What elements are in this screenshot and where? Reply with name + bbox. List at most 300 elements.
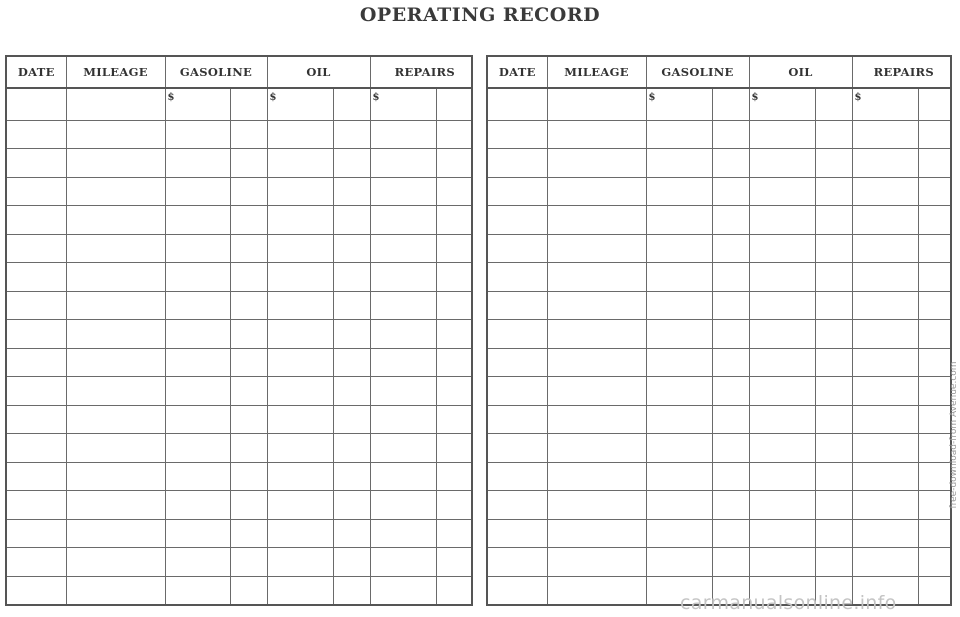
cell-oil-amount[interactable] xyxy=(749,234,815,263)
cell-date[interactable] xyxy=(6,348,66,377)
cell-gasoline-amount[interactable] xyxy=(646,320,712,349)
cell-oil-amount[interactable] xyxy=(267,291,333,320)
cell-repairs-amount[interactable] xyxy=(852,263,918,292)
cell-date[interactable] xyxy=(6,548,66,577)
cell-date[interactable] xyxy=(487,491,547,520)
cell-oil-cents[interactable] xyxy=(815,234,852,263)
cell-oil-amount[interactable] xyxy=(749,491,815,520)
cell-gasoline-cents[interactable] xyxy=(712,548,749,577)
cell-gasoline-cents[interactable] xyxy=(712,88,749,120)
cell-oil-amount[interactable] xyxy=(749,434,815,463)
cell-gasoline-cents[interactable] xyxy=(712,405,749,434)
cell-mileage[interactable] xyxy=(66,234,165,263)
cell-date[interactable] xyxy=(487,576,547,605)
cell-oil-amount[interactable] xyxy=(749,548,815,577)
cell-gasoline-amount[interactable] xyxy=(646,263,712,292)
cell-gasoline-amount[interactable] xyxy=(646,377,712,406)
cell-mileage[interactable] xyxy=(547,491,646,520)
cell-repairs-cents[interactable] xyxy=(918,291,951,320)
cell-oil-cents[interactable] xyxy=(815,405,852,434)
cell-gasoline-cents[interactable] xyxy=(230,519,267,548)
cell-oil-amount[interactable] xyxy=(749,405,815,434)
cell-mileage[interactable] xyxy=(547,462,646,491)
cell-oil-amount[interactable] xyxy=(749,291,815,320)
cell-date[interactable] xyxy=(6,576,66,605)
cell-oil-cents[interactable] xyxy=(333,405,370,434)
cell-gasoline-cents[interactable] xyxy=(230,206,267,235)
cell-gasoline-amount[interactable] xyxy=(165,320,230,349)
cell-repairs-amount[interactable]: $ xyxy=(370,88,436,120)
cell-repairs-amount[interactable] xyxy=(370,462,436,491)
header-row xyxy=(487,56,951,88)
cell-mileage[interactable] xyxy=(66,206,165,235)
cell-repairs-cents[interactable] xyxy=(436,234,472,263)
cell-date[interactable] xyxy=(487,462,547,491)
cell-repairs-amount[interactable] xyxy=(852,291,918,320)
cell-gasoline-amount[interactable] xyxy=(165,206,230,235)
cell-mileage[interactable] xyxy=(66,263,165,292)
cell-gasoline-cents[interactable] xyxy=(712,519,749,548)
cell-repairs-amount[interactable] xyxy=(370,348,436,377)
cell-date[interactable] xyxy=(6,177,66,206)
cell-repairs-cents[interactable] xyxy=(436,88,472,120)
cell-repairs-amount[interactable] xyxy=(370,405,436,434)
cell-oil-cents[interactable] xyxy=(333,177,370,206)
cell-repairs-cents[interactable] xyxy=(436,491,472,520)
cell-oil-amount[interactable] xyxy=(267,320,333,349)
cell-repairs-cents[interactable] xyxy=(436,519,472,548)
cell-oil-amount[interactable] xyxy=(749,519,815,548)
table-row xyxy=(487,88,951,120)
cell-repairs-cents[interactable] xyxy=(436,149,472,178)
cell-repairs-cents[interactable] xyxy=(918,576,951,605)
cell-oil-amount[interactable] xyxy=(749,377,815,406)
cell-oil-amount[interactable] xyxy=(267,462,333,491)
cell-repairs-amount[interactable] xyxy=(370,548,436,577)
table-row xyxy=(487,377,951,406)
cell-repairs-amount[interactable] xyxy=(852,548,918,577)
cell-date[interactable] xyxy=(487,120,547,149)
cell-gasoline-cents[interactable] xyxy=(230,234,267,263)
cell-gasoline-amount[interactable] xyxy=(646,177,712,206)
col-header-date: DATE xyxy=(6,56,66,88)
cell-gasoline-amount[interactable] xyxy=(165,519,230,548)
cell-oil-cents[interactable] xyxy=(333,491,370,520)
cell-gasoline-cents[interactable] xyxy=(230,149,267,178)
cell-mileage[interactable] xyxy=(547,149,646,178)
cell-oil-cents[interactable] xyxy=(333,462,370,491)
cell-repairs-amount[interactable] xyxy=(370,377,436,406)
cell-gasoline-cents[interactable] xyxy=(712,263,749,292)
cell-oil-amount[interactable]: $ xyxy=(749,88,815,120)
cell-mileage[interactable] xyxy=(547,263,646,292)
cell-oil-amount[interactable] xyxy=(267,120,333,149)
cell-oil-cents[interactable] xyxy=(333,234,370,263)
cell-gasoline-cents[interactable] xyxy=(230,377,267,406)
cell-repairs-cents[interactable] xyxy=(436,263,472,292)
cell-gasoline-amount[interactable] xyxy=(165,291,230,320)
cell-mileage[interactable] xyxy=(66,320,165,349)
cell-mileage[interactable] xyxy=(66,291,165,320)
cell-repairs-cents[interactable] xyxy=(918,206,951,235)
cell-gasoline-amount[interactable] xyxy=(646,348,712,377)
cell-oil-amount[interactable] xyxy=(267,377,333,406)
cell-gasoline-amount[interactable] xyxy=(165,548,230,577)
cell-gasoline-cents[interactable] xyxy=(230,491,267,520)
cell-gasoline-cents[interactable] xyxy=(230,291,267,320)
cell-repairs-cents[interactable] xyxy=(436,291,472,320)
cell-gasoline-amount[interactable] xyxy=(646,519,712,548)
cell-repairs-amount[interactable] xyxy=(370,149,436,178)
cell-gasoline-amount[interactable] xyxy=(165,234,230,263)
cell-gasoline-cents[interactable] xyxy=(230,120,267,149)
cell-gasoline-cents[interactable] xyxy=(712,120,749,149)
cell-mileage[interactable] xyxy=(547,320,646,349)
cell-date[interactable] xyxy=(487,377,547,406)
cell-oil-amount[interactable] xyxy=(267,405,333,434)
cell-oil-amount[interactable] xyxy=(749,263,815,292)
cell-date[interactable] xyxy=(6,405,66,434)
col-header-gasoline: GASOLINE xyxy=(165,56,267,88)
cell-gasoline-cents[interactable] xyxy=(230,177,267,206)
cell-repairs-cents[interactable] xyxy=(436,576,472,605)
cell-gasoline-cents[interactable] xyxy=(230,88,267,120)
cell-gasoline-cents[interactable] xyxy=(712,491,749,520)
cell-gasoline-amount[interactable] xyxy=(165,348,230,377)
cell-date[interactable] xyxy=(6,320,66,349)
cell-date[interactable] xyxy=(487,519,547,548)
cell-gasoline-amount[interactable] xyxy=(646,206,712,235)
cell-mileage[interactable] xyxy=(547,348,646,377)
table-row xyxy=(6,377,472,406)
cell-gasoline-cents[interactable] xyxy=(230,434,267,463)
cell-date[interactable] xyxy=(487,348,547,377)
cell-mileage[interactable] xyxy=(66,519,165,548)
col-header-repairs: REPAIRS xyxy=(852,56,951,88)
cell-oil-cents[interactable] xyxy=(815,206,852,235)
cell-gasoline-amount[interactable]: $ xyxy=(165,88,230,120)
cell-date[interactable] xyxy=(487,434,547,463)
cell-mileage[interactable] xyxy=(66,462,165,491)
cell-repairs-amount[interactable] xyxy=(852,462,918,491)
cell-oil-cents[interactable] xyxy=(333,548,370,577)
cell-oil-amount[interactable] xyxy=(267,177,333,206)
cell-repairs-amount[interactable] xyxy=(852,149,918,178)
cell-oil-cents[interactable] xyxy=(815,291,852,320)
cell-oil-amount[interactable] xyxy=(749,320,815,349)
cell-date[interactable] xyxy=(487,548,547,577)
cell-repairs-cents[interactable] xyxy=(436,348,472,377)
table-row xyxy=(6,177,472,206)
cell-oil-amount[interactable] xyxy=(749,120,815,149)
cell-oil-cents[interactable] xyxy=(815,434,852,463)
cell-repairs-cents[interactable] xyxy=(436,548,472,577)
cell-repairs-amount[interactable] xyxy=(852,491,918,520)
cell-date[interactable] xyxy=(6,149,66,178)
cell-repairs-cents[interactable] xyxy=(436,177,472,206)
cell-oil-cents[interactable] xyxy=(815,377,852,406)
cell-mileage[interactable] xyxy=(66,88,165,120)
cell-oil-amount[interactable] xyxy=(749,462,815,491)
cell-repairs-amount[interactable] xyxy=(370,434,436,463)
cell-date[interactable] xyxy=(6,434,66,463)
cell-oil-cents[interactable] xyxy=(815,120,852,149)
cell-gasoline-cents[interactable] xyxy=(230,462,267,491)
cell-oil-cents[interactable] xyxy=(815,491,852,520)
cell-oil-amount[interactable] xyxy=(749,177,815,206)
cell-repairs-cents[interactable] xyxy=(918,88,951,120)
cell-oil-cents[interactable] xyxy=(333,263,370,292)
cell-gasoline-amount[interactable] xyxy=(165,177,230,206)
cell-date[interactable] xyxy=(487,206,547,235)
table-row xyxy=(6,120,472,149)
cell-oil-amount[interactable] xyxy=(267,548,333,577)
cell-date[interactable] xyxy=(6,234,66,263)
cell-date[interactable] xyxy=(487,320,547,349)
cell-date[interactable] xyxy=(487,234,547,263)
cell-gasoline-amount[interactable] xyxy=(646,405,712,434)
cell-gasoline-cents[interactable] xyxy=(230,263,267,292)
cell-mileage[interactable] xyxy=(547,88,646,120)
cell-date[interactable] xyxy=(487,88,547,120)
cell-mileage[interactable] xyxy=(547,177,646,206)
cell-repairs-cents[interactable] xyxy=(436,462,472,491)
table-row xyxy=(6,88,472,120)
cell-mileage[interactable] xyxy=(547,519,646,548)
cell-oil-amount[interactable] xyxy=(749,206,815,235)
cell-repairs-amount[interactable] xyxy=(370,234,436,263)
cell-mileage[interactable] xyxy=(66,491,165,520)
cell-oil-cents[interactable] xyxy=(333,149,370,178)
cell-mileage[interactable] xyxy=(547,548,646,577)
table-row xyxy=(487,491,951,520)
cell-repairs-amount[interactable] xyxy=(852,320,918,349)
cell-mileage[interactable] xyxy=(66,177,165,206)
cell-gasoline-amount[interactable] xyxy=(646,234,712,263)
cell-gasoline-amount[interactable] xyxy=(646,462,712,491)
table-row xyxy=(487,263,951,292)
cell-repairs-amount[interactable] xyxy=(852,519,918,548)
cell-mileage[interactable] xyxy=(547,377,646,406)
cell-date[interactable] xyxy=(487,405,547,434)
cell-date[interactable] xyxy=(487,149,547,178)
cell-oil-amount[interactable]: $ xyxy=(267,88,333,120)
cell-oil-cents[interactable] xyxy=(815,462,852,491)
cell-repairs-cents[interactable] xyxy=(918,548,951,577)
cell-oil-cents[interactable] xyxy=(333,434,370,463)
cell-repairs-amount[interactable] xyxy=(852,405,918,434)
cell-mileage[interactable] xyxy=(66,405,165,434)
cell-gasoline-cents[interactable] xyxy=(712,320,749,349)
cell-gasoline-cents[interactable] xyxy=(230,576,267,605)
cell-oil-amount[interactable] xyxy=(267,348,333,377)
cell-repairs-cents[interactable] xyxy=(436,120,472,149)
cell-oil-cents[interactable] xyxy=(815,348,852,377)
cell-mileage[interactable] xyxy=(66,348,165,377)
cell-gasoline-cents[interactable] xyxy=(230,348,267,377)
cell-oil-cents[interactable] xyxy=(815,548,852,577)
cell-gasoline-cents[interactable] xyxy=(712,291,749,320)
cell-oil-cents[interactable] xyxy=(333,519,370,548)
cell-oil-amount[interactable] xyxy=(267,434,333,463)
cell-oil-cents[interactable] xyxy=(815,263,852,292)
cell-mileage[interactable] xyxy=(547,576,646,605)
cell-gasoline-cents[interactable] xyxy=(712,206,749,235)
cell-oil-amount[interactable] xyxy=(267,519,333,548)
cell-repairs-amount[interactable] xyxy=(852,234,918,263)
cell-gasoline-amount[interactable] xyxy=(165,263,230,292)
cell-gasoline-amount[interactable] xyxy=(165,120,230,149)
col-header-mileage: MILEAGE xyxy=(547,56,646,88)
cell-repairs-cents[interactable] xyxy=(436,405,472,434)
cell-gasoline-cents[interactable] xyxy=(712,462,749,491)
cell-repairs-cents[interactable] xyxy=(436,434,472,463)
table-row xyxy=(487,149,951,178)
cell-repairs-cents[interactable] xyxy=(918,149,951,178)
cell-mileage[interactable] xyxy=(66,576,165,605)
cell-date[interactable] xyxy=(487,177,547,206)
cell-oil-cents[interactable] xyxy=(815,320,852,349)
cell-mileage[interactable] xyxy=(66,149,165,178)
table-row xyxy=(6,149,472,178)
table-row xyxy=(487,405,951,434)
cell-repairs-cents[interactable] xyxy=(436,377,472,406)
cell-repairs-amount[interactable] xyxy=(852,348,918,377)
cell-oil-cents[interactable] xyxy=(815,149,852,178)
cell-repairs-amount[interactable] xyxy=(852,377,918,406)
cell-gasoline-cents[interactable] xyxy=(712,434,749,463)
cell-repairs-amount[interactable] xyxy=(852,177,918,206)
cell-oil-amount[interactable] xyxy=(267,491,333,520)
cell-gasoline-cents[interactable] xyxy=(712,149,749,178)
cell-gasoline-amount[interactable] xyxy=(646,434,712,463)
cell-gasoline-cents[interactable] xyxy=(712,177,749,206)
cell-repairs-amount[interactable] xyxy=(370,320,436,349)
cell-gasoline-amount[interactable] xyxy=(165,462,230,491)
cell-oil-cents[interactable] xyxy=(333,88,370,120)
cell-repairs-cents[interactable] xyxy=(918,263,951,292)
cell-oil-amount[interactable] xyxy=(267,206,333,235)
cell-gasoline-amount[interactable] xyxy=(646,149,712,178)
table-row xyxy=(487,548,951,577)
cell-repairs-amount[interactable] xyxy=(370,206,436,235)
cell-oil-amount[interactable] xyxy=(749,149,815,178)
cell-mileage[interactable] xyxy=(66,548,165,577)
cell-date[interactable] xyxy=(6,206,66,235)
cell-repairs-amount[interactable] xyxy=(852,434,918,463)
cell-repairs-amount[interactable] xyxy=(370,291,436,320)
cell-date[interactable] xyxy=(6,263,66,292)
cell-repairs-cents[interactable] xyxy=(918,234,951,263)
cell-gasoline-amount[interactable] xyxy=(646,491,712,520)
cell-oil-cents[interactable] xyxy=(333,291,370,320)
cell-oil-cents[interactable] xyxy=(333,120,370,149)
cell-mileage[interactable] xyxy=(66,434,165,463)
cell-mileage[interactable] xyxy=(547,120,646,149)
cell-gasoline-amount[interactable] xyxy=(646,120,712,149)
cell-gasoline-amount[interactable] xyxy=(646,548,712,577)
cell-date[interactable] xyxy=(6,291,66,320)
table-row xyxy=(6,462,472,491)
cell-repairs-cents[interactable] xyxy=(436,320,472,349)
cell-mileage[interactable] xyxy=(547,434,646,463)
cell-repairs-amount[interactable]: $ xyxy=(852,88,918,120)
cell-gasoline-amount[interactable] xyxy=(165,576,230,605)
cell-date[interactable] xyxy=(487,291,547,320)
cell-oil-amount[interactable] xyxy=(267,149,333,178)
cell-gasoline-amount[interactable] xyxy=(646,291,712,320)
cell-repairs-amount[interactable] xyxy=(852,120,918,149)
cell-gasoline-cents[interactable] xyxy=(712,234,749,263)
cell-oil-amount[interactable] xyxy=(267,576,333,605)
cell-mileage[interactable] xyxy=(66,120,165,149)
cell-mileage[interactable] xyxy=(547,206,646,235)
cell-oil-cents[interactable] xyxy=(333,320,370,349)
cell-date[interactable] xyxy=(6,462,66,491)
cell-repairs-cents[interactable] xyxy=(918,177,951,206)
cell-repairs-cents[interactable] xyxy=(436,206,472,235)
cell-oil-cents[interactable] xyxy=(815,177,852,206)
cell-oil-amount[interactable] xyxy=(749,348,815,377)
cell-date[interactable] xyxy=(6,491,66,520)
cell-oil-amount[interactable] xyxy=(267,234,333,263)
cell-date[interactable] xyxy=(6,377,66,406)
cell-mileage[interactable] xyxy=(66,377,165,406)
table-row xyxy=(6,263,472,292)
cell-mileage[interactable] xyxy=(547,291,646,320)
cell-date[interactable] xyxy=(487,263,547,292)
table-row xyxy=(487,519,951,548)
cell-oil-amount[interactable] xyxy=(267,263,333,292)
cell-repairs-amount[interactable] xyxy=(370,263,436,292)
cell-mileage[interactable] xyxy=(547,405,646,434)
cell-gasoline-cents[interactable] xyxy=(712,348,749,377)
cell-repairs-amount[interactable] xyxy=(370,491,436,520)
cell-gasoline-cents[interactable] xyxy=(230,320,267,349)
cell-gasoline-cents[interactable] xyxy=(712,377,749,406)
cell-gasoline-amount[interactable] xyxy=(165,149,230,178)
col-header-date: DATE xyxy=(487,56,547,88)
cell-gasoline-amount[interactable] xyxy=(165,491,230,520)
cell-repairs-amount[interactable] xyxy=(370,576,436,605)
cell-gasoline-amount[interactable] xyxy=(165,434,230,463)
cell-gasoline-cents[interactable] xyxy=(230,548,267,577)
cell-repairs-amount[interactable] xyxy=(852,206,918,235)
cell-gasoline-cents[interactable] xyxy=(230,405,267,434)
cell-gasoline-amount[interactable] xyxy=(165,405,230,434)
table-row xyxy=(6,519,472,548)
cell-repairs-amount[interactable] xyxy=(370,519,436,548)
cell-gasoline-amount[interactable]: $ xyxy=(646,88,712,120)
record-table-right xyxy=(486,55,950,606)
cell-repairs-amount[interactable] xyxy=(370,177,436,206)
cell-oil-cents[interactable] xyxy=(815,88,852,120)
cell-oil-cents[interactable] xyxy=(333,206,370,235)
cell-repairs-cents[interactable] xyxy=(918,120,951,149)
table-row xyxy=(487,291,951,320)
cell-oil-cents[interactable] xyxy=(333,348,370,377)
cell-date[interactable] xyxy=(6,120,66,149)
cell-gasoline-amount[interactable] xyxy=(165,377,230,406)
cell-repairs-amount[interactable] xyxy=(370,120,436,149)
cell-oil-cents[interactable] xyxy=(333,377,370,406)
cell-date[interactable] xyxy=(6,519,66,548)
table-row xyxy=(487,434,951,463)
cell-date[interactable] xyxy=(6,88,66,120)
cell-mileage[interactable] xyxy=(547,234,646,263)
cell-oil-cents[interactable] xyxy=(333,576,370,605)
cell-oil-cents[interactable] xyxy=(815,519,852,548)
